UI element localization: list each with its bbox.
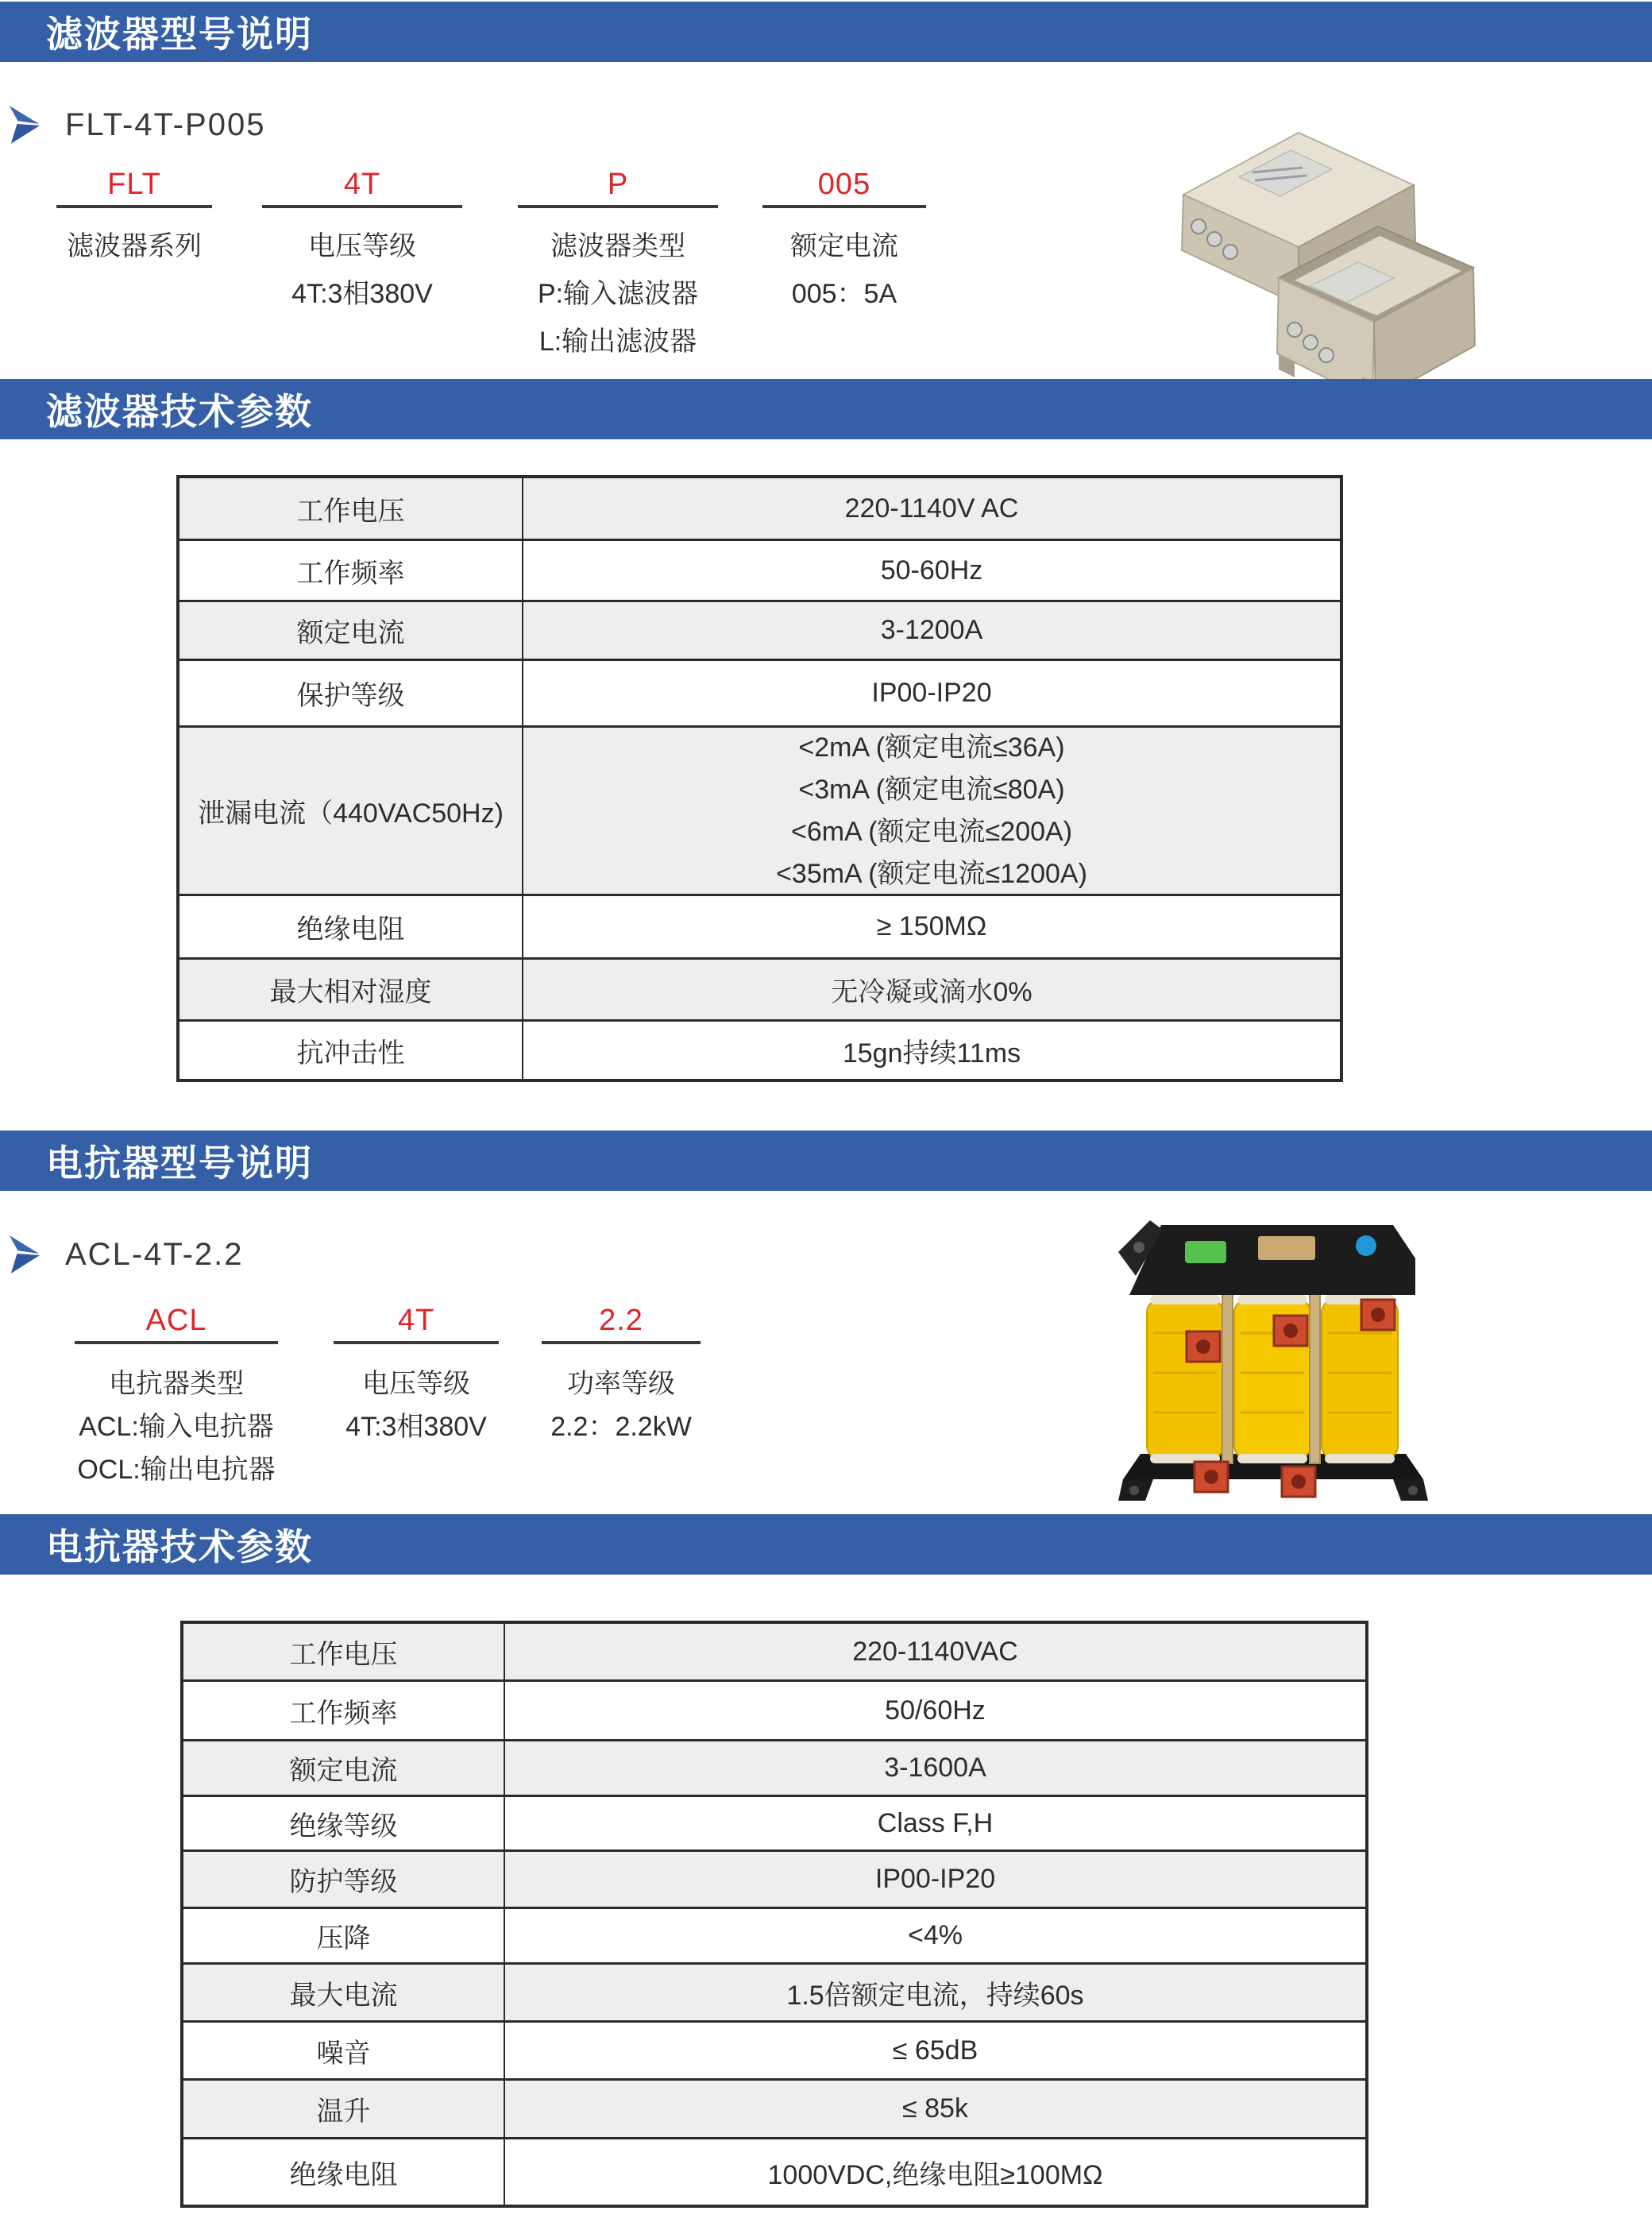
row-label: 泄漏电流（440VAC50Hz) <box>179 728 523 894</box>
reactor-code-column-4t <box>334 1301 499 1444</box>
filter-params-section-title: 滤波器技术参数 <box>46 391 313 432</box>
row-value: ≥ 150MΩ <box>876 911 987 941</box>
row-label: 绝缘电阻 <box>179 896 523 957</box>
code-description: 4T:3相380V <box>345 1412 487 1442</box>
row-value: Class F,H <box>877 1807 994 1838</box>
table-row <box>179 725 1340 894</box>
table-row <box>179 957 1340 1019</box>
code-label: 005 <box>817 168 871 201</box>
table-row <box>183 1907 1365 1962</box>
reactor-params-table <box>180 1621 1368 2208</box>
filter-code-column-005 <box>762 165 926 311</box>
row-value: 无冷凝或滴水0% <box>831 977 1032 1007</box>
reactor-product-photo <box>1118 1206 1428 1504</box>
code-underline <box>56 205 212 208</box>
reactor-params-section-title: 电抗器技术参数 <box>46 1526 313 1567</box>
filter-params-section-bar <box>0 379 1652 439</box>
row-value: ≤ 65dB <box>892 2035 978 2066</box>
row-value: ≤ 85k <box>902 2093 968 2124</box>
row-value: 1.5倍额定电流，持续60s <box>786 1980 1084 2011</box>
code-description: 滤波器类型 <box>550 231 685 261</box>
row-value-line: <2mA (额定电流≤36A) <box>798 732 1065 763</box>
filter-code-column-p <box>518 165 718 359</box>
code-description: OCL:输出电抗器 <box>77 1455 276 1485</box>
code-label: P <box>607 168 629 201</box>
row-label: 保护等级 <box>179 661 523 725</box>
row-value: 15gn持续11ms <box>842 1038 1021 1069</box>
row-value: 3-1600A <box>884 1753 986 1783</box>
reactor-code-column-22 <box>542 1301 701 1444</box>
code-underline <box>518 205 718 208</box>
row-label: 绝缘电阻 <box>183 2139 505 2205</box>
table-row <box>183 2020 1365 2078</box>
filter-code-column-4t <box>262 165 462 311</box>
code-description: ACL:输入电抗器 <box>79 1412 274 1442</box>
code-description: 电抗器类型 <box>109 1369 244 1399</box>
code-description: P:输入滤波器 <box>537 279 699 309</box>
row-value: IP00-IP20 <box>871 678 992 708</box>
code-description: L:输出滤波器 <box>538 327 697 357</box>
arrow-icon <box>8 105 41 145</box>
code-label: 4T <box>343 168 381 201</box>
table-row <box>179 478 1340 539</box>
table-row <box>183 1849 1365 1907</box>
filter-params-table <box>176 475 1343 1082</box>
row-label: 工作频率 <box>183 1682 505 1739</box>
reactor-params-section-bar <box>0 1514 1652 1575</box>
code-label: 4T <box>397 1304 435 1337</box>
table-row <box>183 1739 1365 1795</box>
row-value: 1000VDC,绝缘电阻≥100MΩ <box>767 2159 1103 2190</box>
row-label: 额定电流 <box>183 1741 505 1795</box>
row-label: 工作电压 <box>183 1624 505 1679</box>
table-row <box>179 600 1340 659</box>
row-label: 噪音 <box>183 2023 505 2078</box>
code-underline <box>542 1341 701 1344</box>
row-label: 工作电压 <box>179 478 523 539</box>
row-label: 防护等级 <box>183 1852 505 1907</box>
filter-model-section-bar <box>0 2 1652 62</box>
code-description: 功率等级 <box>567 1369 675 1399</box>
code-underline <box>75 1341 278 1344</box>
reactor-model-heading <box>8 1235 244 1274</box>
row-value-line: <6mA (额定电流≤200A) <box>790 816 1073 847</box>
filter-code-column-flt <box>56 165 212 264</box>
filter-model-number: FLT-4T-P005 <box>65 106 266 142</box>
row-label: 绝缘等级 <box>183 1797 505 1849</box>
row-label: 抗冲击性 <box>179 1022 523 1079</box>
filter-product-photo <box>1132 91 1529 385</box>
filter-model-heading <box>8 105 265 145</box>
code-label: 2.2 <box>599 1304 643 1337</box>
code-underline <box>762 205 926 208</box>
code-description: 滤波器系列 <box>67 231 202 261</box>
row-value: 220-1140V AC <box>844 493 1019 524</box>
table-row <box>183 1795 1365 1849</box>
table-row <box>179 539 1340 600</box>
row-label: 温升 <box>183 2081 505 2137</box>
reactor-top-frame <box>1118 1220 1415 1295</box>
row-label: 额定电流 <box>179 602 523 659</box>
reactor-model-number: ACL-4T-2.2 <box>65 1236 244 1272</box>
row-label: 压降 <box>183 1909 505 1962</box>
row-value: 3-1200A <box>880 615 983 645</box>
row-value: 50-60Hz <box>880 555 983 586</box>
code-label: ACL <box>145 1304 207 1337</box>
row-value: 220-1140VAC <box>852 1636 1018 1667</box>
table-row <box>179 1019 1340 1079</box>
code-description: 电压等级 <box>362 1369 470 1399</box>
code-description: 4T:3相380V <box>291 279 433 309</box>
arrow-icon <box>8 1235 41 1274</box>
reactor-model-section-title: 电抗器型号说明 <box>46 1142 313 1184</box>
row-value-line: <35mA (额定电流≤1200A) <box>776 858 1087 889</box>
row-value <box>523 728 1340 894</box>
table-row <box>183 1962 1365 2020</box>
table-row <box>183 2137 1365 2205</box>
code-label: FLT <box>107 168 161 201</box>
row-label: 最大电流 <box>183 1965 505 2020</box>
reactor-code-column-acl <box>75 1301 278 1487</box>
table-row <box>179 894 1340 957</box>
table-row <box>183 2078 1365 2137</box>
code-underline <box>262 205 462 208</box>
code-description: 额定电流 <box>790 231 898 261</box>
row-value-line: <3mA (额定电流≤80A) <box>798 774 1065 805</box>
reactor-model-section-bar <box>0 1130 1652 1191</box>
code-description: 电压等级 <box>308 231 416 261</box>
row-value: 50/60Hz <box>885 1695 986 1726</box>
table-row <box>183 1624 1365 1679</box>
code-description: 2.2：2.2kW <box>550 1412 692 1442</box>
row-label: 工作频率 <box>179 541 523 600</box>
code-description: 005：5A <box>791 279 897 309</box>
row-value: IP00-IP20 <box>874 1864 996 1894</box>
table-row <box>179 659 1340 725</box>
filter-model-section-title: 滤波器型号说明 <box>46 14 313 55</box>
row-value: <4% <box>908 1920 963 1950</box>
row-label: 最大相对湿度 <box>179 960 523 1019</box>
code-underline <box>334 1341 499 1344</box>
table-row <box>183 1679 1365 1739</box>
